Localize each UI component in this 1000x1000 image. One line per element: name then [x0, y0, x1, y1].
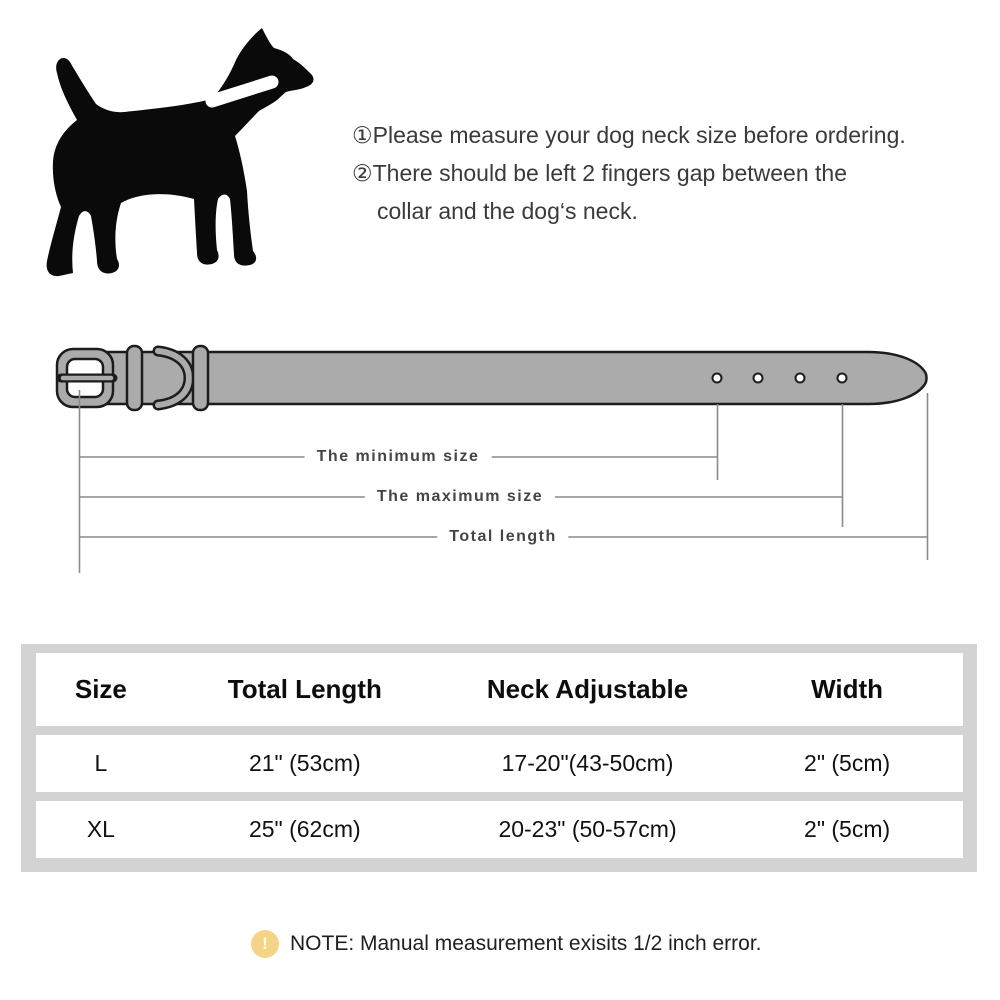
size-table	[21, 644, 977, 872]
table-row	[36, 735, 963, 792]
cell-width: 2" (5cm)	[804, 750, 891, 776]
strap-hole-1	[713, 374, 722, 383]
measuring-instructions	[352, 116, 972, 230]
exclamation-icon: !	[251, 930, 279, 958]
size-table-header-neck-adjustable: Neck Adjustable	[486, 674, 689, 704]
dog-silhouette	[47, 28, 314, 276]
size-table-header-total-length: Total Length	[227, 674, 382, 704]
keeper-loop-1	[127, 346, 142, 410]
maximum-size-label: The maximum size	[365, 486, 555, 508]
instruction-line-2: ②There should be left 2 fingers gap between the	[352, 160, 847, 186]
minimum-size-label: The minimum size	[305, 446, 492, 468]
strap-hole-4	[838, 374, 847, 383]
table-row	[36, 801, 963, 858]
instruction-line-1: ①Please measure your dog neck size before ordering.	[352, 122, 906, 148]
cell-neck-adjustable: 20-23" (50-57cm)	[498, 816, 677, 842]
size-table-header-size: Size	[74, 674, 127, 704]
keeper-loop-2	[193, 346, 208, 410]
strap-hole-2	[754, 374, 763, 383]
cell-total-length: 25" (62cm)	[248, 816, 361, 842]
instruction-line-3: collar and the dog‘s neck.	[377, 198, 638, 224]
strap-hole-3	[796, 374, 805, 383]
cell-size: L	[94, 750, 108, 776]
cell-total-length: 21" (53cm)	[248, 750, 361, 776]
cell-size: XL	[86, 816, 115, 842]
size-table-header-row	[36, 653, 963, 726]
cell-width: 2" (5cm)	[804, 816, 891, 842]
total-length-label: Total length	[437, 526, 568, 548]
measurement-note	[251, 930, 762, 958]
cell-neck-adjustable: 17-20"(43-50cm)	[501, 750, 674, 776]
size-table-header-width: Width	[811, 674, 884, 704]
note-text: NOTE: Manual measurement exisits 1/2 inch error.	[290, 932, 762, 955]
